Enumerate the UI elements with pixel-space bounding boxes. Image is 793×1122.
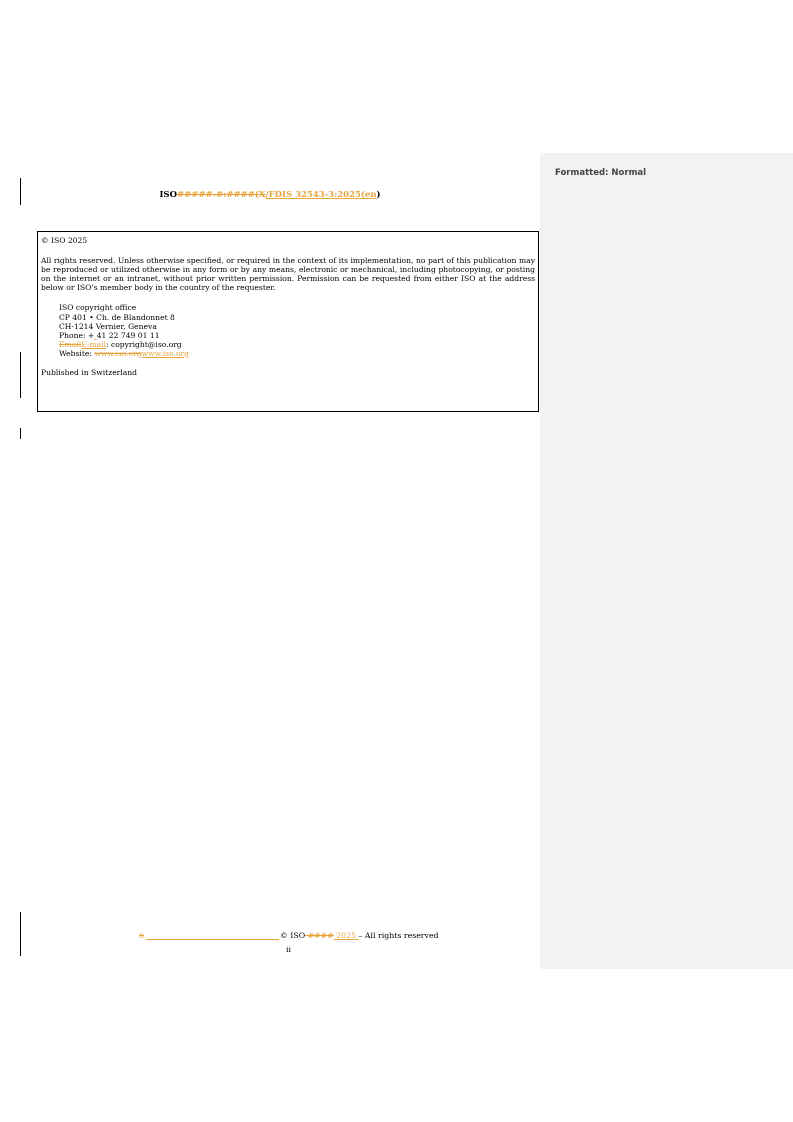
website-deleted-link[interactable]: www.iso.org [94,348,142,358]
change-bar [20,352,21,398]
website-label: Website: [59,348,95,358]
address-block [41,303,535,358]
phone-number: 41 22 749 01 11 [96,330,160,340]
footer-copyright-prefix: © ISO [280,931,306,940]
published-in: Published in Switzerland [41,368,138,378]
address-phone [59,331,535,340]
email-inserted-label: E-mail [81,339,106,349]
header-prefix: ISO [159,190,177,200]
address-line2: CH-1214 Vernier, Geneva [59,321,157,331]
footer-deleted-page-number: ii [139,931,144,940]
address-email [59,340,535,349]
document-header [0,190,540,200]
footer-deleted-tab-line [146,939,279,940]
copyright-box [37,231,539,412]
footer-year-inserted: 2025 [333,931,359,940]
change-bar [20,912,21,956]
footer-rights: – All rights reserved [358,931,439,940]
phone-label: Phone: + [59,330,95,340]
header-inserted-text: /FDIS 32543-3:2025(en [265,190,377,200]
address-office: ISO copyright office [59,303,137,313]
header-deleted-text: #####-#:####(X [176,190,266,200]
address-website [59,349,535,358]
header-suffix: ) [376,190,381,200]
address-line1: CP 401 • Ch. de Blandonnet 8 [59,312,175,322]
comment-pane [540,153,793,969]
footer-year-deleted: #### [305,931,334,940]
comment-pane-label: Formatted: Normal [555,168,647,178]
website-inserted-link[interactable]: www.iso.org [141,348,189,358]
email-deleted-label: Email [59,339,82,349]
change-bar [20,428,21,439]
footer-copyright [280,931,439,940]
footer-page-number: ii [286,945,291,954]
copyright-title: © ISO 2025 [41,236,88,245]
copyright-paragraph: All rights reserved. Unless otherwise specified, or required in the context of its implementation, no part of this publication may be reproduced or utilized otherwise in any form or by any means, electronic or mechanical, including photocopying, or posting on the internet or an intranet, without prior written permission. Permission can be requested from either ISO at the address below or ISO’s member body in the country of the requester. [41,256,535,293]
email-value[interactable]: : copyright@iso.org [105,339,182,349]
